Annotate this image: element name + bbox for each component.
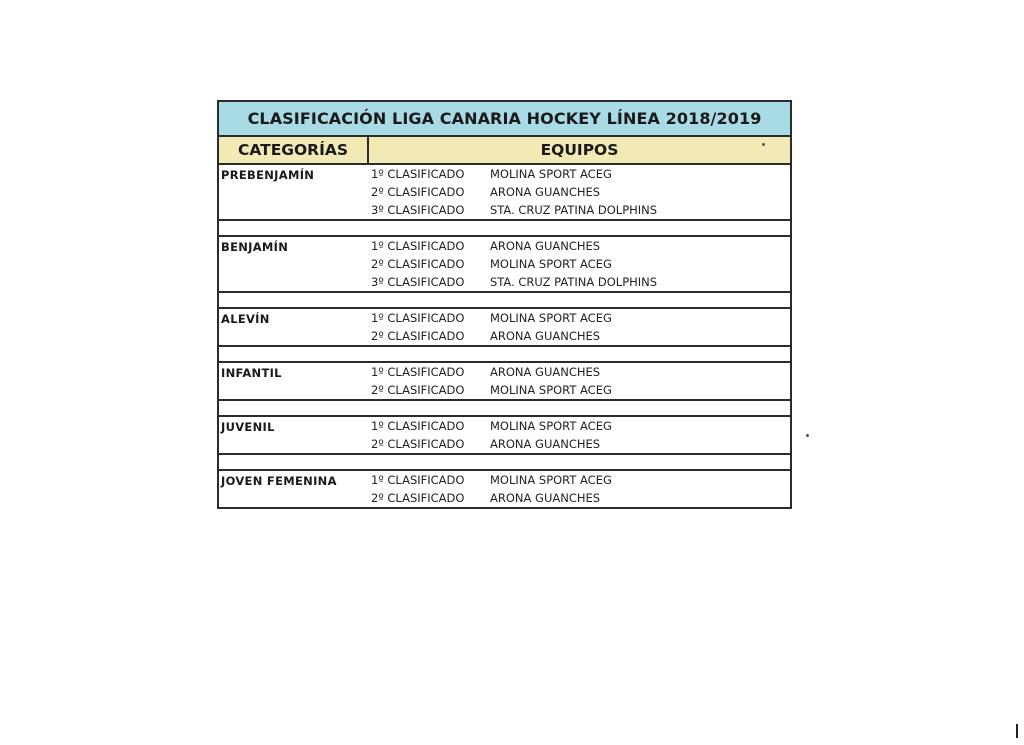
scan-speck — [806, 434, 809, 437]
category-group — [219, 165, 790, 221]
ranking-position: 2º CLASIFICADO — [371, 383, 465, 397]
team-name: ARONA GUANCHES — [490, 437, 601, 451]
ranking-position: 1º CLASIFICADO — [371, 419, 465, 433]
ranking-row — [369, 381, 790, 399]
category-label: BENJAMÍN — [221, 240, 289, 254]
ranking-row — [369, 489, 790, 507]
category-label: ALEVÍN — [221, 312, 270, 326]
team-name: ARONA GUANCHES — [490, 365, 601, 379]
team-name: ARONA GUANCHES — [490, 491, 601, 505]
team-name: MOLINA SPORT ACEG — [490, 473, 612, 487]
category-label: PREBENJAMÍN — [221, 168, 315, 182]
team-name: MOLINA SPORT ACEG — [490, 311, 612, 325]
scan-speck — [762, 143, 765, 146]
group-separator — [219, 401, 790, 417]
ranking-row — [369, 417, 790, 435]
ranking-list — [369, 309, 790, 345]
classification-table — [217, 100, 792, 509]
ranking-position: 3º CLASIFICADO — [371, 275, 465, 289]
ranking-list — [369, 363, 790, 399]
ranking-row — [369, 435, 790, 453]
ranking-position: 2º CLASIFICADO — [371, 257, 465, 271]
ranking-position: 1º CLASIFICADO — [371, 311, 465, 325]
group-separator — [219, 347, 790, 363]
ranking-list — [369, 237, 790, 291]
ranking-row — [369, 165, 790, 183]
header-teams: EQUIPOS — [540, 141, 619, 159]
ranking-list — [369, 165, 790, 219]
ranking-position: 2º CLASIFICADO — [371, 437, 465, 451]
team-name: MOLINA SPORT ACEG — [490, 257, 612, 271]
category-group — [219, 237, 790, 293]
team-name: STA. CRUZ PATINA DOLPHINS — [490, 275, 658, 289]
team-name: STA. CRUZ PATINA DOLPHINS — [490, 203, 658, 217]
ranking-position: 1º CLASIFICADO — [371, 239, 465, 253]
team-name: ARONA GUANCHES — [490, 329, 601, 343]
ranking-row — [369, 327, 790, 345]
team-name: MOLINA SPORT ACEG — [490, 383, 612, 397]
category-groups — [219, 165, 790, 507]
ranking-position: 1º CLASIFICADO — [371, 365, 465, 379]
category-group — [219, 417, 790, 455]
ranking-row — [369, 183, 790, 201]
ranking-position: 2º CLASIFICADO — [371, 491, 465, 505]
scan-edge-mark — [1016, 724, 1018, 738]
ranking-list — [369, 417, 790, 453]
ranking-position: 1º CLASIFICADO — [371, 473, 465, 487]
group-separator — [219, 455, 790, 471]
ranking-position: 2º CLASIFICADO — [371, 185, 465, 199]
category-label: JOVEN FEMENINA — [221, 474, 337, 488]
ranking-list — [369, 471, 790, 507]
ranking-row — [369, 309, 790, 327]
ranking-row — [369, 255, 790, 273]
category-label: INFANTIL — [221, 366, 282, 380]
team-name: ARONA GUANCHES — [490, 239, 601, 253]
ranking-position: 1º CLASIFICADO — [371, 167, 465, 181]
header-categories: CATEGORÍAS — [219, 137, 369, 163]
ranking-position: 2º CLASIFICADO — [371, 329, 465, 343]
category-group — [219, 363, 790, 401]
table-title: CLASIFICACIÓN LIGA CANARIA HOCKEY LÍNEA 2018/2019 — [219, 102, 790, 137]
group-separator — [219, 293, 790, 309]
ranking-row — [369, 471, 790, 489]
team-name: MOLINA SPORT ACEG — [490, 419, 612, 433]
category-group — [219, 309, 790, 347]
team-name: ARONA GUANCHES — [490, 185, 601, 199]
ranking-row — [369, 201, 790, 219]
group-separator — [219, 221, 790, 237]
ranking-position: 3º CLASIFICADO — [371, 203, 465, 217]
category-group — [219, 471, 790, 507]
team-name: MOLINA SPORT ACEG — [490, 167, 612, 181]
ranking-row — [369, 363, 790, 381]
ranking-row — [369, 273, 790, 291]
category-label: JUVENIL — [221, 420, 275, 434]
header-row — [219, 137, 790, 165]
ranking-row — [369, 237, 790, 255]
